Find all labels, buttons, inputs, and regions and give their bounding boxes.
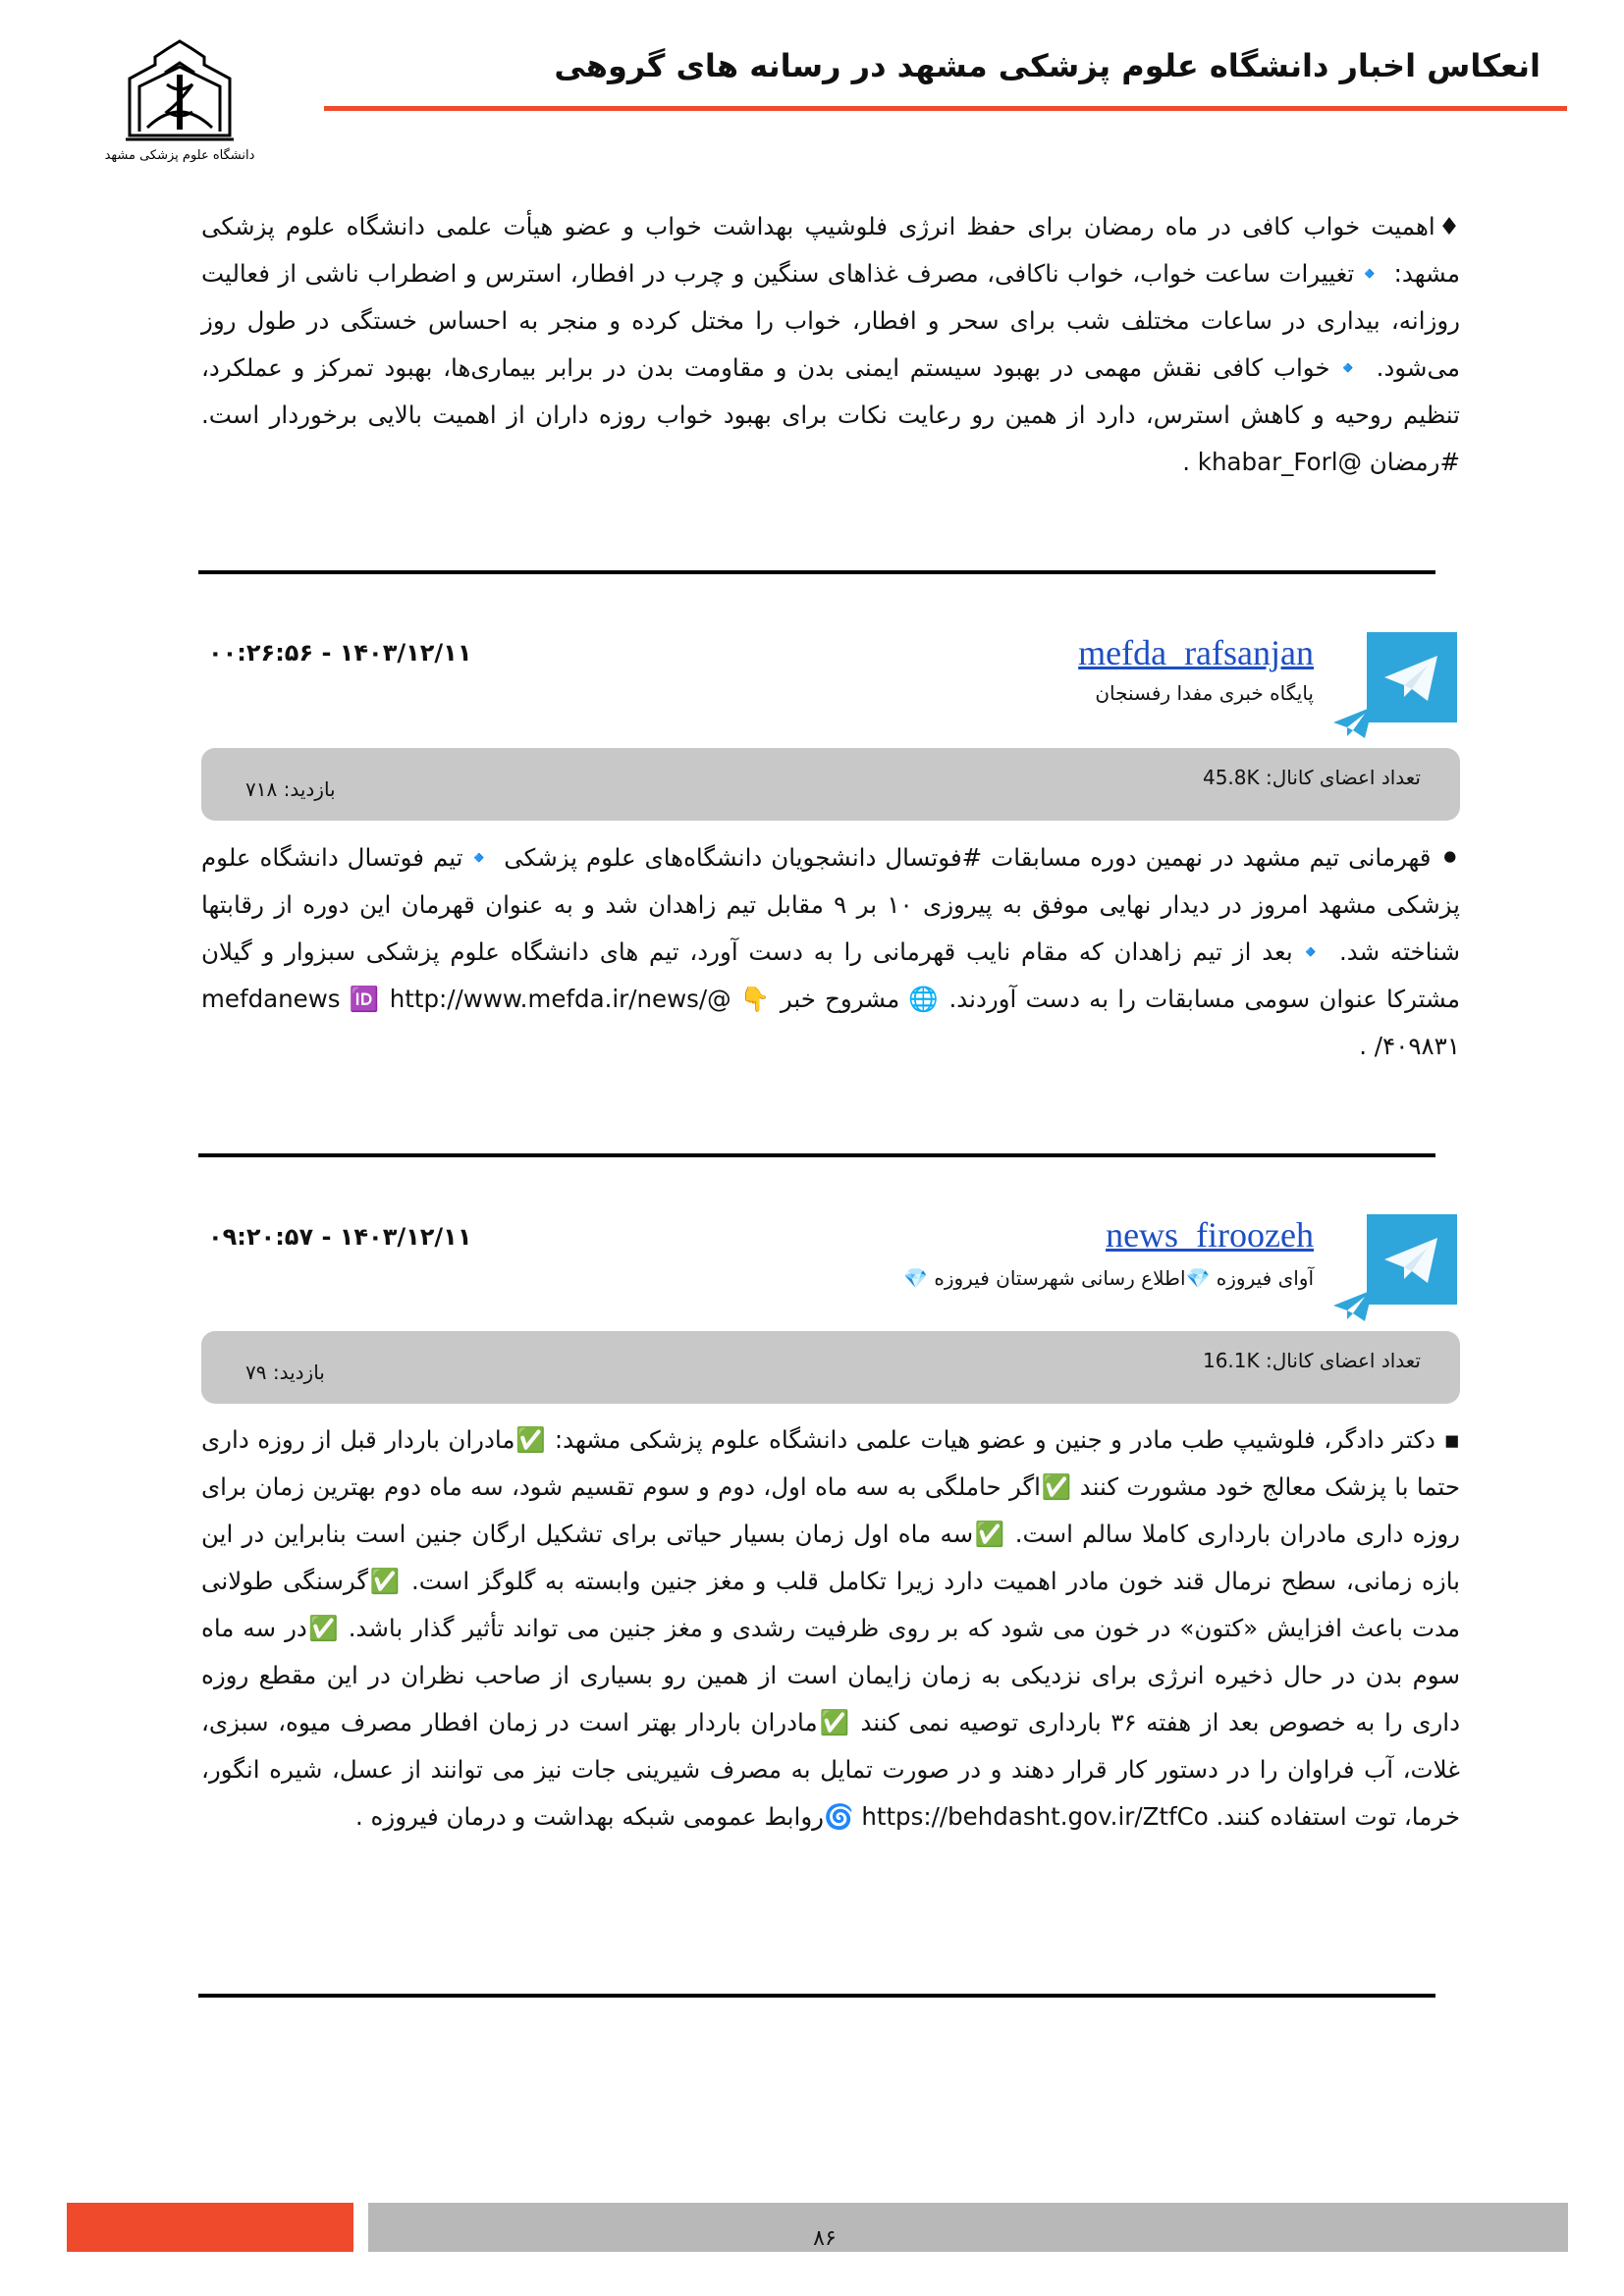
post-date: ۰۹:۲۰:۵۷ - ۱۴۰۳/۱۲/۱۱ [208, 1223, 472, 1251]
university-logo [104, 37, 255, 165]
channel-description: آوای فیروزه 💎اطلاع رسانی شهرستان فیروزه 💎 [903, 1266, 1314, 1290]
post-separator [198, 1994, 1435, 1998]
logo-caption: دانشگاه علوم پزشکی مشهد [104, 148, 255, 163]
post-text: ⚫ قهرمانی تیم مشهد در نهمین دوره مسابقات #فوتسال دانشجویان دانشگاه‌های علوم پزشکی 🔹تیم فوتسال دانشگاه علوم پزشکی مشهد امروز در دیدار نهایی موفق به پیروزی ۱۰ بر ۹ مقابل تیم زاهدان شد و به عنوان قهرمان این دوره از رقابتها شناخته شد. 🔹بعد از تیم زاهدان که مقام نایب قهرمانی را به دست آورد، تیم های دانشگاه علوم پزشکی سبزوار و گیلان مشترکا عنوان سومی مسابقات را به دست آوردند. 🌐 مشروح خبر 👇 @mefdanews 🆔 http://www.mefda.ir/news/۴۰۹۸۳۱/ . [201, 843, 1460, 1060]
channel-name-link[interactable]: mefda_rafsanjan [1078, 633, 1314, 672]
footer-bar [368, 2203, 1568, 2252]
telegram-icon [1367, 1214, 1457, 1305]
channel-name-link[interactable]: news_firoozeh [1106, 1215, 1314, 1255]
telegram-small-icon [1331, 1288, 1375, 1323]
channel-stats-bar [201, 1331, 1460, 1404]
header-title: انعکاس اخبار دانشگاه علوم پزشکی مشهد در رسانه های گروهی [554, 47, 1541, 84]
intro-post-text: ♦اهمیت خواب کافی در ماه رمضان برای حفظ انرژی فلوشیپ بهداشت خواب و عضو هیأت علمی دانشگاه علوم پزشکی مشهد: 🔹تغییرات ساعت خواب، خواب ناکافی، مصرف غذاهای سنگین و چرب در افطار، استرس و اضطراب ناشی از فعالیت روزانه، بیداری در ساعات مختلف شب برای سحر و افطار، خواب را مختل کرده و منجر به احساس خستگی در طول روز می‌شود. 🔹خواب کافی نقش مهمی در بهبود سیستم ایمنی بدن و مقاومت بدن در برابر بیماری‌ها، بهبود تمرکز و عملکرد، تنظیم روحیه و کاهش استرس، دارد از همین رو رعایت نکات برای بهبود خواب روزه داران از اهمیت بالایی برخوردار است. #رمضان @khabar_Forl . [201, 212, 1460, 476]
views-count: بازدید: ۷۱۸ [245, 777, 336, 801]
telegram-icon [1367, 632, 1457, 722]
members-count: تعداد اعضای کانال: 45.8K [1202, 766, 1421, 789]
channel-stats-bar [201, 748, 1460, 821]
post-text: ▪ دکتر دادگر، فلوشیپ طب مادر و جنین و عضو هیات علمی دانشگاه علوم پزشکی مشهد: ✅مادران باردار قبل از روزه داری حتما با پزشک معالج خود مشورت کنند ✅اگر حاملگی به سه ماه اول، دوم و سوم تقسیم شود، سه ماه دوم بهترین زمان برای روزه داری مادران بارداری کاملا سالم است. ✅سه ماه اول زمان بسیار حیاتی برای تشکیل ارگان جنین است بنابراین در این بازه زمانی، سطح نرمال قند خون مادر اهمیت دارد زیرا تکامل قلب و مغز جنین وابسته به گلوگز است. ✅گرسنگی طولانی مدت باعث افزایش «کتون» در خون می شود که بر روی ظرفیت رشدی و مغز جنین می تواند تأثیر گذار باشد. ✅در سه ماه سوم بدن در حال ذخیره انرژی برای نزدیکی به زمان زایمان است از همین رو بسیاری از صاحب نظران در این مقطع روزه داری را به خصوص بعد از هفته ۳۶ بارداری توصیه نمی کنند ✅مادران باردار بهتر است در زمان افطار مصرف میوه، سبزی، غلات، آب فراوان را در دستور کار قرار دهند و در صورت تمایل به مصرف شیرینی جات نیز می توانند از عسل، شیره انگور، خرما، توت استفاده کنند. https://behdasht.gov.ir/ZtfCo 🌀روابط عمومی شبکه بهداشت و درمان فیروزه . [201, 1425, 1460, 1831]
members-count: تعداد اعضای کانال: 16.1K [1202, 1349, 1421, 1372]
telegram-small-icon [1331, 705, 1375, 740]
footer-accent-bar [67, 2203, 353, 2252]
views-count: بازدید: ۷۹ [245, 1361, 325, 1384]
header-divider [324, 106, 1567, 111]
post-separator [198, 570, 1435, 574]
channel-description: پایگاه خبری مفدا رفسنجان [1095, 681, 1314, 705]
post-date: ۰۰:۲۶:۵۶ - ۱۴۰۳/۱۲/۱۱ [208, 639, 472, 667]
page-number: ۸۶ [813, 2226, 837, 2251]
post-separator [198, 1153, 1435, 1157]
